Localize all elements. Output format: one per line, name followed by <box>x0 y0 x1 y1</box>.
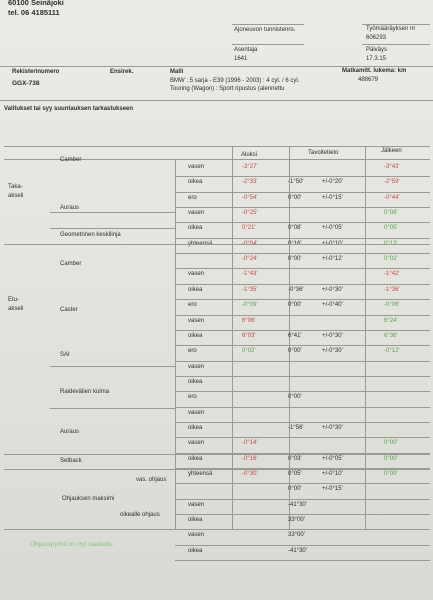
target-value: 0°00' <box>288 302 302 309</box>
after-value: -0°06' <box>384 302 400 309</box>
rear-toe-label: Auraus <box>60 205 80 211</box>
tolerance-value: +/-0°30' <box>322 348 343 355</box>
row-side-label: oikea <box>188 424 203 431</box>
target-value: 0°05' <box>288 471 302 477</box>
before-value: -0°09' <box>242 302 258 309</box>
target-value: 33°00' <box>288 532 305 539</box>
after-value: 6°36' <box>384 332 398 339</box>
before-value: -0°14' <box>242 440 258 447</box>
before-value: -1°43' <box>242 271 258 278</box>
row-side-label: oikea <box>188 179 203 186</box>
before-value: 6°06' <box>242 317 256 324</box>
tolerance-value: +/-0°40' <box>322 302 343 309</box>
front-axle-label: Etu- akseli <box>8 297 24 312</box>
after-value: -1°42' <box>384 271 400 278</box>
target-value: -1°50' <box>288 179 304 186</box>
row-side-label: ero <box>188 302 197 309</box>
target-value: -41°30' <box>288 501 307 508</box>
after-value: 0°08' <box>384 210 398 217</box>
row-side-label: vasen <box>188 210 205 217</box>
target-value: 0°00' <box>288 394 302 401</box>
date-label: Päiväys <box>366 47 388 53</box>
target-value: -1°56' <box>288 424 304 431</box>
after-value: -0°44' <box>384 194 400 201</box>
row-side-label: vasen <box>188 164 205 170</box>
date-value: 17.3.15 <box>366 56 387 62</box>
mechanic-value: 1641 <box>234 56 248 62</box>
tolerance-value: +/-0°05' <box>322 225 343 232</box>
before-value: -1°35' <box>242 286 258 293</box>
row-side-label: vasen <box>188 271 205 278</box>
before-value: 0°21' <box>242 225 256 232</box>
before-value: 6°03' <box>242 332 256 339</box>
target-value: 0°03' <box>288 455 302 462</box>
company-address: 60100 Seinäjoki <box>8 0 64 7</box>
row-side-label: vasen <box>188 363 205 370</box>
tolerance-value: +/-0°10' <box>322 471 343 477</box>
model-line1: BMW : 5 sarja - E39 (1996 - 2003) : 4 cyl. / 6 cyl. <box>170 78 300 84</box>
before-value: 0°02' <box>242 348 256 355</box>
target-value: 0°00' <box>288 486 302 493</box>
front-toe-label: Auraus <box>60 429 80 435</box>
tolerance-value: +/-0°20' <box>322 179 343 186</box>
max-steer-label: Ohjauksen maksimi <box>62 496 115 502</box>
before-value: -0°30' <box>242 471 258 477</box>
col-target-header: Tavoitetieto <box>308 150 339 156</box>
row-side-label: oikea <box>188 225 203 232</box>
rear-axle-label: Taka- akseli <box>8 184 24 199</box>
row-side-label: vasen <box>188 532 205 539</box>
before-value: -3°27' <box>242 164 258 170</box>
mechanic-label: Asentaja <box>234 47 258 53</box>
col-before-header: Aluksi <box>241 152 258 158</box>
steering-wheel-note: Ohjauspyörä on nyt vaakattu <box>30 541 113 548</box>
odometer-value: 488679 <box>358 77 379 83</box>
tolerance-value: +/-0°12' <box>322 256 343 263</box>
target-value: 33°00' <box>288 517 305 524</box>
mechanic-box <box>232 44 304 62</box>
row-side-label: vasen <box>188 317 205 324</box>
row-side-label: vasen <box>188 501 205 508</box>
rear-camber-label: Camber <box>60 157 82 163</box>
workorder-label: Työmääräyksen nr <box>366 26 416 32</box>
workorder-value: 606293 <box>366 35 387 41</box>
target-value: 0°00' <box>288 256 302 263</box>
row-side-label: oikea <box>188 455 203 462</box>
after-value: 0°00' <box>384 471 398 477</box>
after-value: 0°05' <box>384 225 398 232</box>
row-side-label: yhteensä <box>188 471 213 477</box>
vehicle-id-label: Ajoneuvon tunnistenro. <box>234 27 296 33</box>
row-side-label: vasen <box>188 440 205 447</box>
row-side-label: ero <box>188 194 197 201</box>
target-value: 6°41' <box>288 332 302 339</box>
row-side-label: oikea <box>188 378 203 385</box>
vehicle-id-box <box>232 24 304 33</box>
target-value: -41°30' <box>288 547 307 554</box>
before-value: -0°25' <box>242 210 258 217</box>
tolerance-value: +/-0°15' <box>322 194 343 201</box>
tolerance-value: +/-0°30' <box>322 424 343 431</box>
model-line2: Touring (Wagon) : Sport ripustus (alennettu <box>170 86 285 92</box>
after-value: -2°59' <box>384 179 400 186</box>
geometric-line-label: Geometrinen keskilinja <box>60 232 121 238</box>
row-side-label: oikea <box>188 517 203 524</box>
tolerance-value: +/-0°30' <box>322 332 343 339</box>
after-value: 0°00' <box>384 455 398 462</box>
row-side-label: oikea <box>188 547 203 554</box>
after-value: -1°36' <box>384 286 400 293</box>
left-steer-label: vas. ohjaus <box>136 477 167 483</box>
reg-label: Rekisterinumero <box>12 69 60 75</box>
before-value: -0°24' <box>242 256 258 263</box>
after-value: 0°02' <box>384 256 398 263</box>
after-value: 6°24' <box>384 317 398 324</box>
workorder-box <box>362 24 430 41</box>
after-value: 0°00' <box>384 440 398 447</box>
row-side-label: vasen <box>188 409 205 416</box>
company-phone: tel. 06 4185111 <box>8 8 60 17</box>
target-value: 0°00' <box>288 194 302 201</box>
tolerance-value: +/-0°05' <box>322 455 343 462</box>
after-value: -0°12' <box>384 348 400 355</box>
row-side-label: oikea <box>188 332 203 339</box>
date-box <box>362 44 430 62</box>
right-steer-label: oikealle ohjaus <box>120 512 160 518</box>
tolerance-value: +/-0°15' <box>322 486 343 493</box>
row-side-label: ero <box>188 348 197 355</box>
first-reg-label: Ensirek. <box>110 69 134 75</box>
target-value: 0°00' <box>288 348 302 355</box>
model-label: Malli <box>170 69 184 75</box>
setback-label: Setback <box>60 458 82 464</box>
before-value: -2°33' <box>242 179 258 186</box>
tolerance-value: +/-0°30' <box>322 286 343 293</box>
complaint-section-title: Valitukset tai syy suuntauksen tarkastukseen <box>4 106 134 112</box>
before-value: -0°16' <box>242 455 258 462</box>
reg-value: GGX-738 <box>12 80 40 87</box>
target-value: 0°08' <box>288 225 302 232</box>
odometer-label: Matkamitt. lukema: km <box>342 68 407 74</box>
included-angle-label: Raidevälien kulma <box>60 389 110 395</box>
row-side-label: oikea <box>188 286 203 293</box>
sai-label: SAI <box>60 352 70 358</box>
after-value: -3°43' <box>384 164 400 170</box>
target-value: -0°36' <box>288 286 304 293</box>
col-after-header: Jälkeen <box>381 148 402 154</box>
front-camber-label: Camber <box>60 261 82 267</box>
caster-label: Caster <box>60 307 78 313</box>
before-value: -0°54' <box>242 194 258 201</box>
row-side-label: ero <box>188 394 197 401</box>
